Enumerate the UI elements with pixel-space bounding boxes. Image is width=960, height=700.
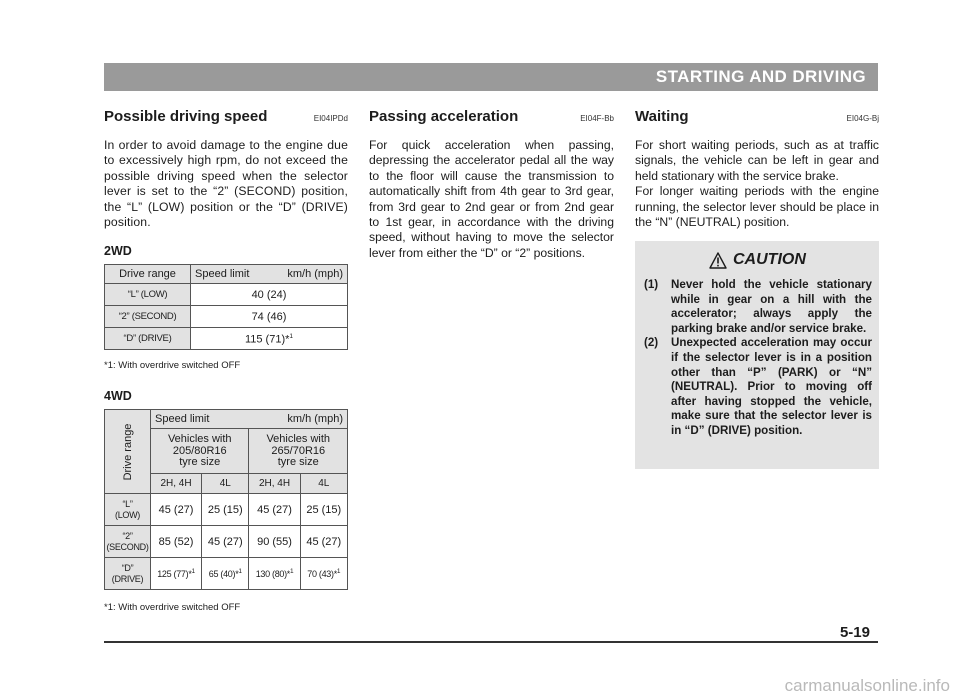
speed-limit-label: Speed limit (155, 413, 210, 426)
row-value (191, 284, 348, 306)
row-label: “D” (DRIVE) (105, 328, 191, 350)
section-heading (104, 108, 348, 130)
row-value: 45 (27) (202, 526, 249, 558)
row-value (191, 306, 348, 328)
footer-rule (104, 641, 878, 643)
row-label (105, 526, 151, 558)
drive-range-label: Drive range (121, 423, 134, 481)
caution-list (644, 278, 872, 439)
header-band (104, 63, 878, 91)
header-tyre-a: Vehicles with 205/80R16 tyre size (151, 429, 249, 474)
header-mode: 2H, 4H (151, 474, 202, 494)
header-mode: 2H, 4H (249, 474, 300, 494)
header-drive-range (105, 410, 151, 494)
column-possible-driving-speed (104, 108, 348, 613)
label-line: (DRIVE) (111, 573, 144, 584)
heading-code: EI04F-Bb (580, 114, 614, 123)
row-label: “2” (SECOND) (105, 306, 191, 328)
row-value (151, 558, 202, 590)
heading-title: Possible driving speed (104, 108, 268, 125)
item-number: (2) (644, 336, 659, 350)
label-line: (SECOND) (106, 541, 149, 552)
section-heading (635, 108, 879, 130)
footnote-mark: 1 (336, 568, 341, 576)
header-speed-limit (191, 265, 348, 284)
table-row (105, 558, 348, 590)
footnote-mark: 1 (290, 568, 294, 576)
speed-unit-label: km/h (mph) (287, 268, 343, 281)
speed-unit-label: km/h (mph) (287, 413, 343, 426)
footnote-mark: 1 (191, 568, 195, 576)
item-text: Never hold the vehicle stationary while in gear on a hill with the accelerator; always apply the parking brake and/or service brake. (671, 278, 872, 335)
row-value (191, 328, 348, 350)
row-value: 90 (55) (249, 526, 300, 558)
value-text: 74 (46) (251, 310, 287, 323)
label-line: “D” (121, 563, 134, 574)
heading-code: EI04IPDd (313, 114, 348, 123)
header-mode: 4L (300, 474, 347, 494)
value-text: 115 (71)* (244, 333, 290, 346)
caution-label: CAUTION (733, 251, 806, 268)
warning-triangle-icon (709, 252, 727, 269)
body-text (635, 138, 879, 230)
row-value (300, 558, 347, 590)
footnote-marker: *1 (104, 360, 113, 372)
table-row (105, 328, 348, 350)
speed-limit-label: Speed limit (195, 268, 250, 281)
heading-code: EI04G-Bj (846, 114, 879, 123)
speed-table-4wd (104, 409, 348, 590)
row-value (249, 558, 300, 590)
subheading-4wd: 4WD (104, 389, 132, 404)
row-value: 25 (15) (300, 494, 347, 526)
footnote-text: : With overdrive switched OFF (112, 602, 241, 614)
list-item (644, 336, 872, 438)
subheading-2wd: 2WD (104, 244, 132, 259)
speed-table-2wd (104, 264, 348, 350)
footnote-2wd (104, 360, 348, 371)
row-label (105, 558, 151, 590)
value-text: 65 (40)* (208, 569, 239, 580)
footnote-text: : With overdrive switched OFF (112, 360, 241, 372)
label-line: “L” (122, 499, 133, 510)
section-title: STARTING AND DRIVING (655, 67, 866, 86)
footnote-mark: 1 (289, 332, 294, 340)
heading-title: Passing acceleration (369, 108, 519, 125)
item-text: Unexpected acceleration may occur if the selector lever is in a position other than “P” (PARK) or “N” (NEUTRAL). Prior to moving off after having stopped the vehicle, make sure that the selector lever is in “D” (DRIVE) position. (671, 336, 872, 437)
table-row (105, 526, 348, 558)
column-passing-acceleration (369, 108, 614, 261)
table-header-row (105, 265, 348, 284)
label-line: “2” (122, 531, 133, 542)
page-number: 5-19 (839, 624, 870, 641)
value-text: 125 (77)* (157, 569, 192, 580)
row-value: 45 (27) (151, 494, 202, 526)
heading-title: Waiting (635, 108, 689, 125)
row-value: 45 (27) (249, 494, 300, 526)
row-value (202, 558, 249, 590)
row-value: 45 (27) (300, 526, 347, 558)
row-value: 85 (52) (151, 526, 202, 558)
column-waiting (635, 108, 879, 230)
value-text: 130 (80)* (255, 569, 291, 580)
header-drive-range: Drive range (105, 265, 191, 284)
value-text: 40 (24) (251, 288, 287, 301)
paragraph: For short waiting periods, such as at traffic signals, the vehicle can be left in gear and held stationary with the service brake. (635, 138, 879, 183)
caution-heading (709, 251, 806, 269)
body-paragraph: In order to avoid damage to the engine due to excessively high rpm, do not exceed the possible driving speed when the selector lever is set to the “2” (SECOND) position, the “L” (LOW) position or the “D” (DRIVE) position. (104, 138, 348, 230)
footnote-mark: 1 (238, 568, 242, 576)
value-text: 70 (43)* (307, 569, 337, 580)
row-value: 25 (15) (202, 494, 249, 526)
watermark: carmanualsonline.info (784, 676, 950, 695)
label-line: (LOW) (115, 509, 140, 520)
table-header-row (105, 410, 348, 429)
header-speed-limit (151, 410, 348, 429)
row-label: “L” (LOW) (105, 284, 191, 306)
section-heading (369, 108, 614, 130)
header-tyre-b: Vehicles with 265/70R16 tyre size (249, 429, 348, 474)
caution-box (635, 241, 879, 469)
table-row (105, 306, 348, 328)
item-number: (1) (644, 278, 659, 291)
row-label (105, 494, 151, 526)
header-mode: 4L (202, 474, 249, 494)
body-paragraph: For quick acceleration when passing, depressing the accelerator pedal all the way to the floor will cause the transmission to automatically shift from 4th gear to 3rd gear, from 3rd gear to 2nd gear or from 2nd gear to 1st gear, in accordance with the driving speed, without having to move the selector lever from either the “D” or “2” positions. (369, 138, 614, 260)
table-row (105, 494, 348, 526)
footnote-4wd (104, 602, 348, 613)
paragraph: For longer waiting periods with the engine running, the selector lever should be place in the “N” (NEUTRAL) position. (635, 184, 879, 230)
table-row (105, 284, 348, 306)
footnote-marker: *1 (104, 602, 113, 614)
list-item (644, 278, 872, 336)
